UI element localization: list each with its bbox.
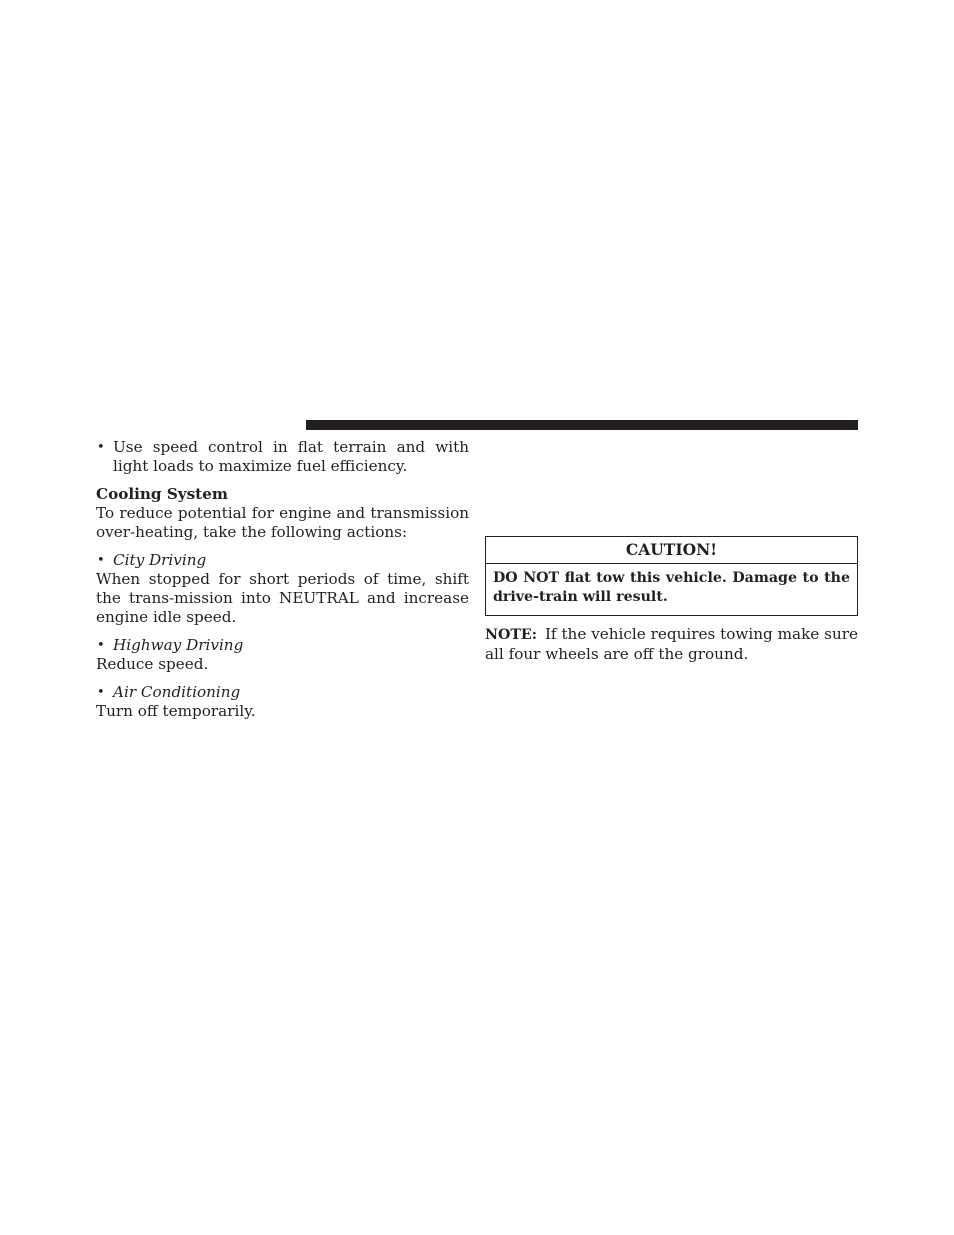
air-conditioning-label: Air Conditioning xyxy=(113,683,241,701)
note-text: If the vehicle requires towing make sure all four wheels are off the ground. xyxy=(485,625,858,663)
bullet-speed-control-text: Use speed control in flat terrain and with light loads to maximize fuel efficiency. xyxy=(113,438,469,475)
right-column xyxy=(485,536,858,664)
bullet-speed-control xyxy=(96,438,469,476)
bullet-icon: • xyxy=(97,440,105,455)
city-driving-label: City Driving xyxy=(113,551,207,569)
left-column xyxy=(96,438,469,721)
note-paragraph xyxy=(485,625,858,664)
air-conditioning-text: Turn off temporarily. xyxy=(96,702,256,720)
highway-driving-label: Highway Driving xyxy=(113,636,244,654)
bullet-icon: • xyxy=(97,553,105,568)
cooling-system-heading: Cooling System xyxy=(96,485,228,503)
caution-title: CAUTION! xyxy=(486,537,857,564)
note-label: NOTE: xyxy=(485,627,537,643)
city-driving-text: When stopped for short periods of time, shift the trans-mission into NEUTRAL and increase engine idle speed. xyxy=(96,570,469,626)
bullet-icon: • xyxy=(97,638,105,653)
highway-driving-text: Reduce speed. xyxy=(96,655,209,673)
caution-box xyxy=(485,536,858,616)
caution-text: DO NOT flat tow this vehicle. Damage to the drive-train will result. xyxy=(493,570,850,605)
bullet-air-conditioning xyxy=(96,683,469,702)
bullet-icon: • xyxy=(97,685,105,700)
bullet-city-driving xyxy=(96,551,469,570)
cooling-system-intro: To reduce potential for engine and transmission over-heating, take the following actions: xyxy=(96,504,469,541)
header-rule xyxy=(306,420,858,430)
bullet-highway-driving xyxy=(96,636,469,655)
